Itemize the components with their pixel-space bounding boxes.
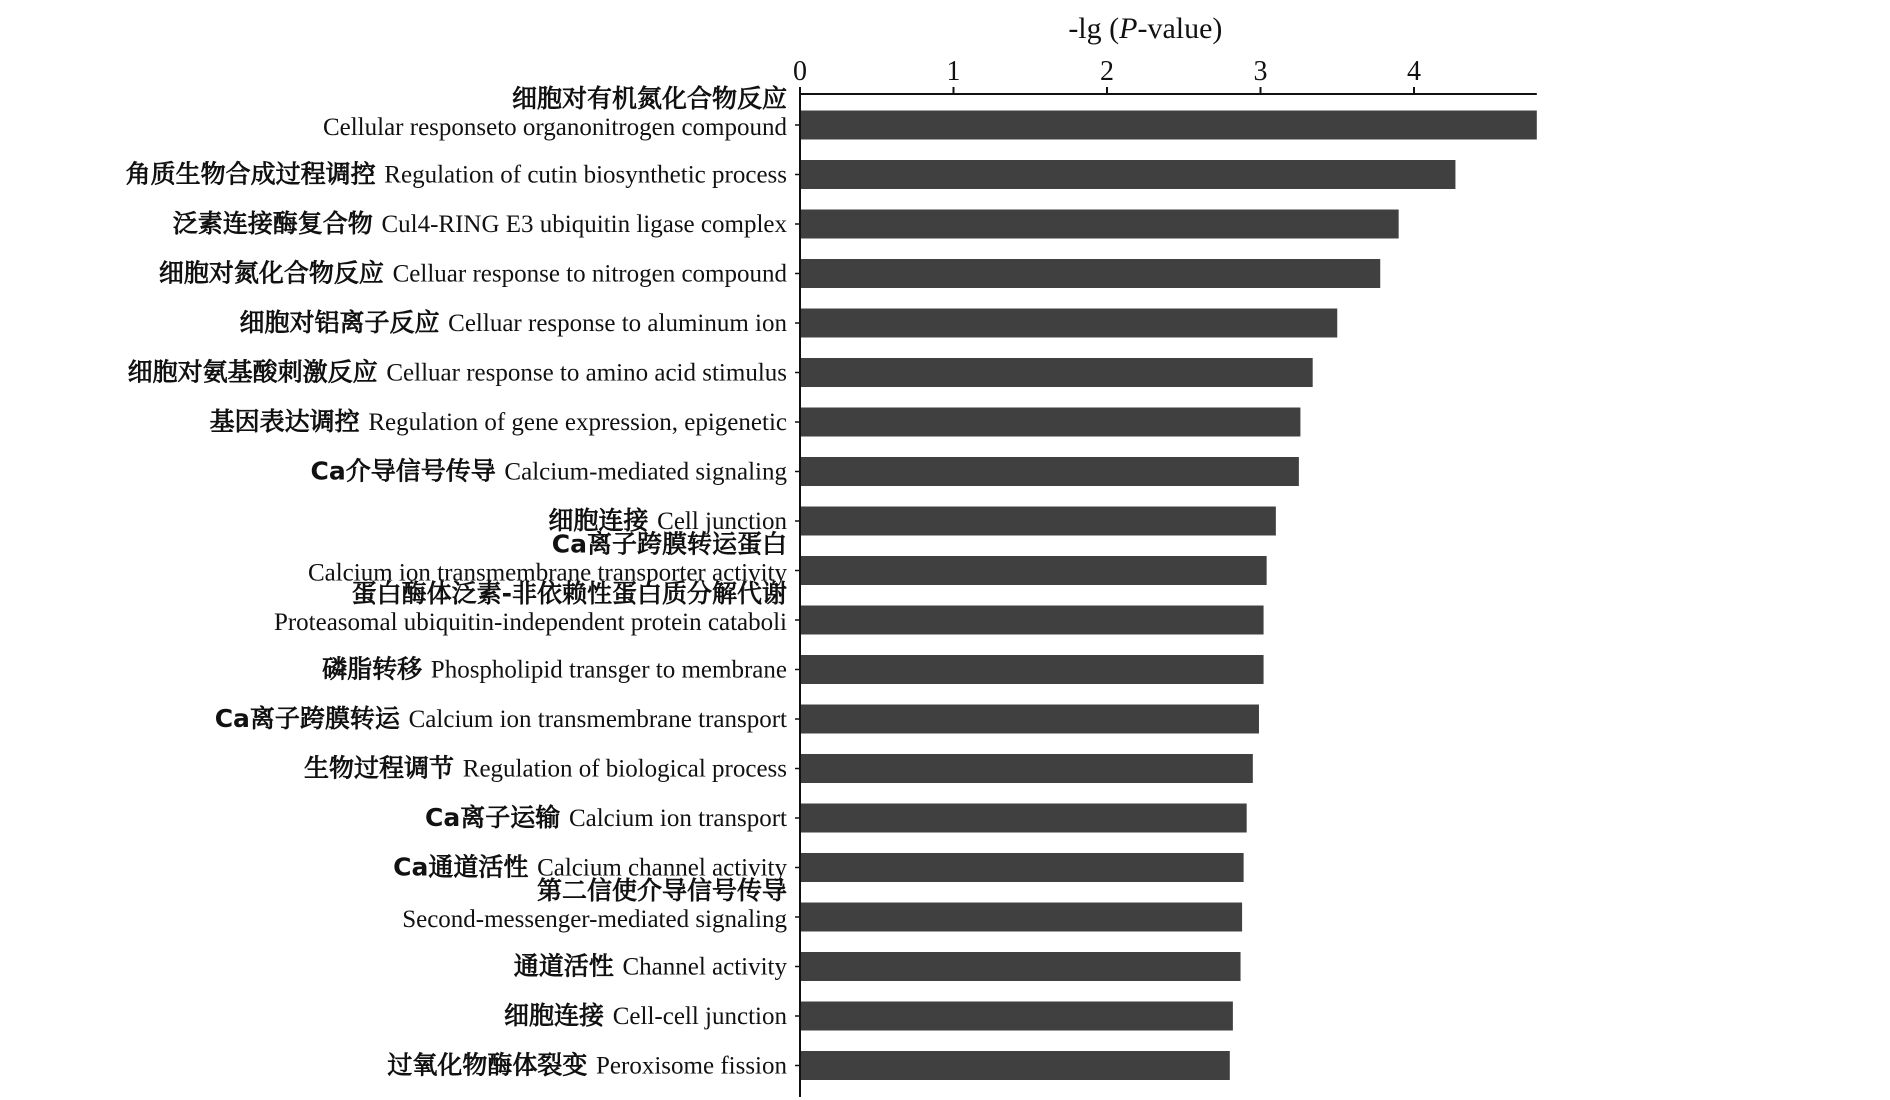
category-label bbox=[387, 1051, 787, 1080]
category-label-zh: 细胞对氮化合物反应 bbox=[158, 258, 393, 288]
category-label-zh: 过氧化物酶体裂变 bbox=[387, 1050, 597, 1080]
category-label-en: Calcium channel activity bbox=[537, 854, 787, 882]
category-label-en: Calcium ion transmembrane transporter activity bbox=[307, 559, 787, 587]
bar bbox=[801, 705, 1259, 734]
category-label-zh: Ca介导信号传导 bbox=[310, 456, 505, 486]
category-label bbox=[311, 457, 788, 486]
x-tick-label: 0 bbox=[793, 56, 807, 87]
category-label bbox=[173, 209, 788, 238]
category-label-zh: 细胞对氨基酸刺激反应 bbox=[127, 357, 387, 387]
x-axis-title-part: -value) bbox=[1137, 12, 1223, 45]
category-label-en: Cul4-RING E3 ubiquitin ligase complex bbox=[381, 211, 787, 238]
category-label-en: Channel activity bbox=[622, 953, 787, 981]
bar bbox=[801, 457, 1299, 486]
bar bbox=[801, 210, 1399, 239]
x-axis-title-part: P bbox=[1119, 12, 1138, 45]
category-label bbox=[215, 704, 787, 733]
bar bbox=[801, 903, 1242, 932]
category-label-en: Celluar response to amino acid stimulus bbox=[386, 359, 787, 387]
bar bbox=[801, 952, 1241, 981]
x-tick-label: 2 bbox=[1100, 56, 1114, 87]
bar bbox=[801, 1002, 1233, 1031]
x-axis-title bbox=[1068, 12, 1222, 45]
bar bbox=[801, 408, 1300, 437]
category-label-zh: 生物过程调节 bbox=[304, 753, 463, 783]
category-label-en: Cell junction bbox=[657, 508, 787, 535]
x-axis-title-part: -lg ( bbox=[1068, 12, 1120, 45]
bar bbox=[801, 606, 1264, 635]
category-label-zh: 第二信使介导信号传导 bbox=[536, 876, 787, 905]
category-label-en: Calcium ion transport bbox=[568, 805, 787, 832]
category-label-en: Peroxisome fission bbox=[596, 1052, 787, 1080]
category-label-zh: Ca离子跨膜转运 bbox=[214, 704, 409, 733]
category-label-zh: 蛋白酶体泛素-非依赖性蛋白质分解代谢 bbox=[351, 579, 787, 608]
category-label-zh: Ca通道活性 bbox=[393, 852, 538, 882]
bar bbox=[801, 507, 1276, 536]
category-label-en: Second-messenger-mediated signaling bbox=[402, 906, 787, 933]
bar bbox=[801, 358, 1313, 387]
category-label-en: Calcium ion transmembrane transport bbox=[408, 706, 787, 733]
category-label-zh: 磷脂转移 bbox=[322, 654, 431, 684]
category-label-zh: 角质生物合成过程调控 bbox=[125, 159, 385, 189]
category-label bbox=[128, 358, 787, 387]
category-label-zh: 细胞对铝离子反应 bbox=[239, 308, 449, 337]
bar bbox=[801, 556, 1267, 585]
category-label-en: Regulation of cutin biosynthetic process bbox=[384, 161, 787, 189]
category-label-en: Celluar response to aluminum ion bbox=[448, 310, 787, 337]
category-label-zh: 泛素连接酶复合物 bbox=[172, 209, 382, 238]
category-label-en: Cellular responseto organonitrogen compound bbox=[322, 114, 787, 141]
category-label-zh: 通道活性 bbox=[513, 951, 623, 981]
category-label bbox=[210, 407, 787, 436]
bar bbox=[801, 111, 1537, 140]
bar bbox=[801, 309, 1337, 338]
category-label bbox=[425, 803, 787, 832]
category-label bbox=[159, 259, 788, 288]
category-label-en: Calcium-mediated signaling bbox=[504, 458, 787, 486]
category-label bbox=[304, 754, 787, 783]
category-label-en: Regulation of gene expression, epigenetic bbox=[368, 409, 787, 436]
bar bbox=[801, 804, 1247, 833]
category-label-zh: 细胞连接 bbox=[504, 1001, 613, 1030]
category-label-zh: 细胞连接 bbox=[548, 506, 658, 535]
category-label-en: Cell-cell junction bbox=[612, 1003, 787, 1030]
x-tick-label: 1 bbox=[946, 56, 961, 87]
x-tick-label: 4 bbox=[1407, 56, 1421, 87]
category-label bbox=[239, 308, 787, 337]
category-label bbox=[514, 952, 788, 981]
category-label bbox=[322, 655, 787, 684]
bar bbox=[801, 1051, 1230, 1080]
category-label-zh: Ca离子运输 bbox=[425, 803, 569, 832]
category-label-en: Celluar response to nitrogen compound bbox=[392, 260, 787, 288]
category-label bbox=[126, 160, 787, 189]
x-tick-label: 3 bbox=[1253, 56, 1268, 87]
category-label bbox=[504, 1001, 787, 1030]
category-label-zh: Ca离子跨膜转运蛋白 bbox=[551, 529, 787, 559]
category-label-en: Proteasomal ubiquitin-independent protein cataboli bbox=[273, 609, 787, 636]
bar bbox=[801, 853, 1244, 882]
category-label-zh: 细胞对有机氮化合物反应 bbox=[511, 84, 787, 113]
category-label-zh: 基因表达调控 bbox=[209, 407, 369, 436]
bar bbox=[801, 655, 1264, 684]
bar bbox=[801, 754, 1253, 783]
bar bbox=[801, 160, 1455, 189]
bar bbox=[801, 259, 1380, 288]
category-label-en: Phospholipid transger to membrane bbox=[430, 656, 787, 684]
category-label-en: Regulation of biological process bbox=[462, 755, 787, 783]
